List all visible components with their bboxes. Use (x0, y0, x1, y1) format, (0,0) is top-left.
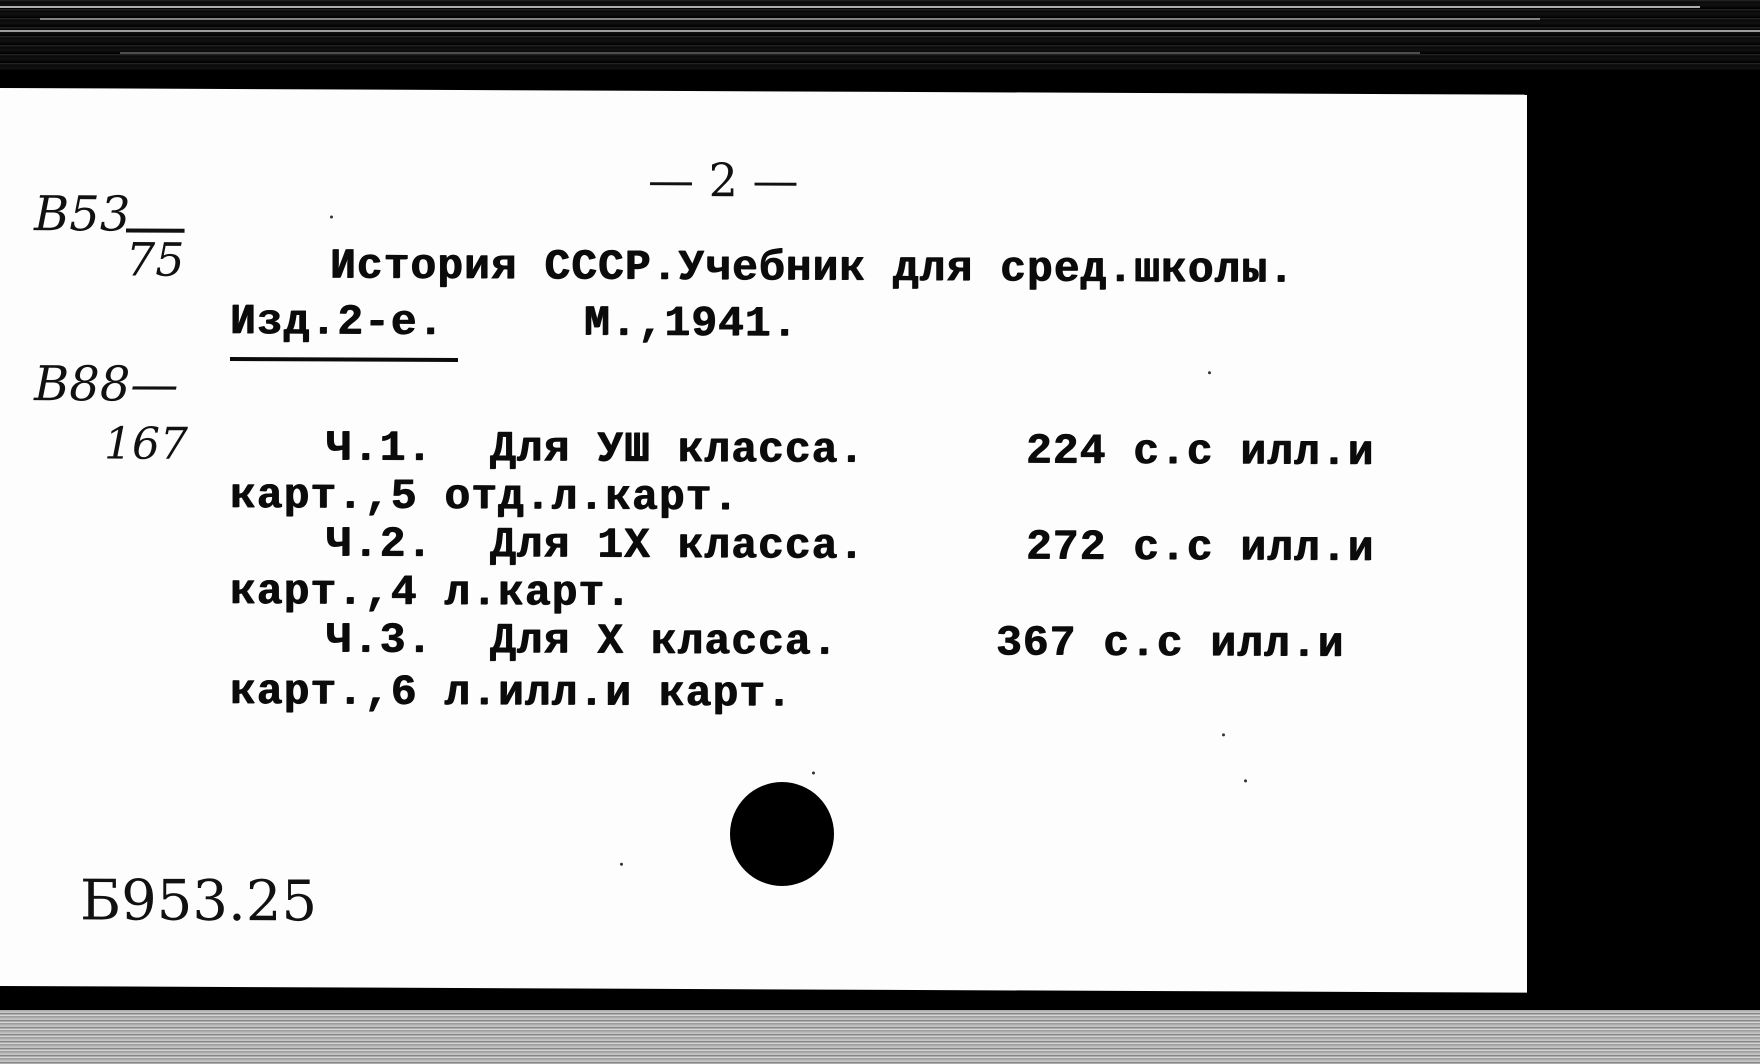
speck (1222, 733, 1225, 736)
part-1-title: Для УШ класса. (490, 424, 866, 475)
shelfmark-2-main: В88— (34, 356, 179, 413)
speck (812, 772, 815, 775)
edition: Изд.2-е. (230, 297, 445, 347)
part-2-label: Ч.2. (326, 519, 434, 569)
scan-streak (120, 52, 1420, 54)
page-number: — 2 — (648, 152, 799, 208)
scan-bottom-edge (0, 1010, 1760, 1064)
part-3-continuation: карт.,6 л.илл.и карт. (230, 667, 793, 719)
edition-underline (230, 357, 458, 362)
part-3-label: Ч.3. (326, 615, 434, 665)
part-2-title: Для 1Х класса. (490, 520, 866, 571)
part-2-continuation: карт.,4 л.карт. (230, 567, 633, 618)
part-3-pages: 367 с.с илл.и (996, 618, 1345, 669)
part-3-title: Для Х класса. (490, 616, 839, 667)
scan-streak (40, 18, 1540, 20)
speck (1244, 779, 1247, 782)
scan-streak (0, 30, 1760, 32)
title-line: История СССР.Учебник для сред.школы. (330, 241, 1295, 295)
scan-top-edge (0, 0, 1760, 70)
shelfmark-1-sub: 75 (126, 232, 185, 287)
part-1-label: Ч.1. (326, 423, 434, 473)
imprint: М.,1941. (584, 298, 799, 349)
shelfmark-1-main: В53 (34, 186, 131, 243)
punch-hole (730, 782, 834, 886)
speck (330, 215, 333, 218)
speck (620, 863, 623, 866)
part-1-continuation: карт.,5 отд.л.карт. (230, 471, 740, 523)
shelfmark-2-sub: 167 (104, 418, 188, 470)
part-2-pages: 272 с.с илл.и (1026, 522, 1375, 573)
scan-streak (0, 6, 1700, 8)
part-1-pages: 224 с.с илл.и (1026, 426, 1375, 477)
speck (1208, 371, 1211, 374)
bottom-shelfmark: Б953.25 (80, 868, 318, 935)
